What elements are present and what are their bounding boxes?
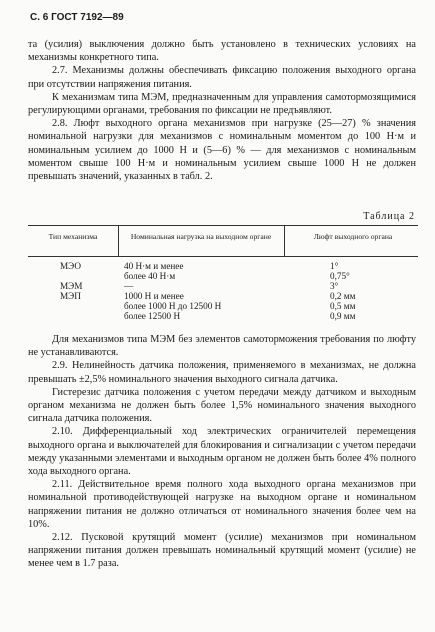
table-cell-type: МЭМ — [60, 281, 83, 291]
table-header-load: Номинальная нагрузка на выходном органе — [130, 232, 272, 241]
table-cell-play: 3° — [330, 281, 339, 291]
table-cell-load: более 1000 Н до 12500 Н — [124, 301, 222, 311]
table-cell-type: МЭП — [60, 291, 81, 301]
table-caption: Таблица 2 — [363, 211, 415, 222]
paragraph-2-9: 2.9. Нелинейность датчика положения, применяемого в механизмах, не должна превышать ±2,5% номинального значения выходного сигнала датчика. — [28, 360, 416, 385]
paragraph-2-12: 2.12. Пусковой крутящий момент (усилие) механизмов при номинальном напряжении питания должен превышать номинальный крутящий момент (усилие) не менее чем в 1.7 раза. — [28, 532, 416, 570]
paragraph-mem-fixation: К механизмам типа МЭМ, предназначенным для управления самотормозящимися регулирующими органами, требования по фиксации не предъявляют. — [28, 91, 416, 117]
paragraph-2-10: 2.10. Дифференциальный ход электрических ограничителей перемещения выходного органа и выключателей для блокирования и сигнализации с учетом передачи между указанными элементами и выходным органом не должен быть более 4% полного хода выходного органа. — [28, 426, 416, 478]
top-text-block — [28, 38, 416, 183]
table-header-play: Люфт выходного органа — [313, 232, 393, 241]
table-header-rule — [28, 256, 418, 257]
table-cell-play: 0,9 мм — [330, 311, 356, 321]
paragraph-2-11: 2.11. Действительное время полного хода выходного органа механизмов при номинальной противодействующей нагрузке на выходном органе и номинальном напряжении питания не должно отличаться от номинального значения более чем на 10%. — [28, 479, 416, 530]
table-cell-play: 0,5 мм — [330, 301, 356, 311]
paragraph-hysteresis: Гистерезис датчика положения с учетом передачи между датчиком и выходным органом механизма не должен быть более 1,5% номинального значения выходного сигнала датчика положения. — [28, 386, 416, 425]
table-cell-type: МЭО — [60, 261, 81, 271]
table-column-divider — [284, 226, 285, 256]
table-cell-load: более 40 Н·м — [124, 271, 176, 281]
paragraph-mem-play: Для механизмов типа МЭМ без элементов самоторможения требования по люфту не устанавливаются. — [28, 334, 416, 359]
table-top-rule — [28, 225, 418, 226]
table-cell-load: 1000 Н и менее — [124, 291, 184, 301]
table-header-type: Тип механизма — [48, 232, 98, 241]
page-header: С. 6 ГОСТ 7192—89 — [30, 12, 124, 23]
paragraph-continuation: та (усилия) выключения должно быть установлено в технических условиях на механизмы конкретного типа. — [28, 39, 416, 64]
table-cell-load: более 12500 Н — [124, 311, 181, 321]
table-cell-play: 0,2 мм — [330, 291, 356, 301]
table-cell-load: 40 Н·м и менее — [124, 261, 184, 271]
table-column-divider — [118, 226, 119, 256]
paragraph-2-7: 2.7. Механизмы должны обеспечивать фиксацию положения выходного органа при отсутствии напряжения питания. — [28, 65, 416, 90]
table-cell-play: 1° — [330, 261, 339, 271]
table-cell-load: — — [124, 281, 134, 291]
table-cell-play: 0,75° — [330, 271, 350, 281]
bottom-text-block — [28, 333, 416, 571]
paragraph-2-8: 2.8. Люфт выходного органа механизмов при нагрузке (25—27) % значения номинальной нагрузки для механизмов с номинальным моментом до 100 Н·м и номинальным усилием до 1000 Н и (5—6) % — для механизмов с номинальным моментом свыше 100 Н·м и номинальным усилием свыше 1000 Н не должен превышать значений, указанных в табл. 2. — [28, 118, 416, 183]
